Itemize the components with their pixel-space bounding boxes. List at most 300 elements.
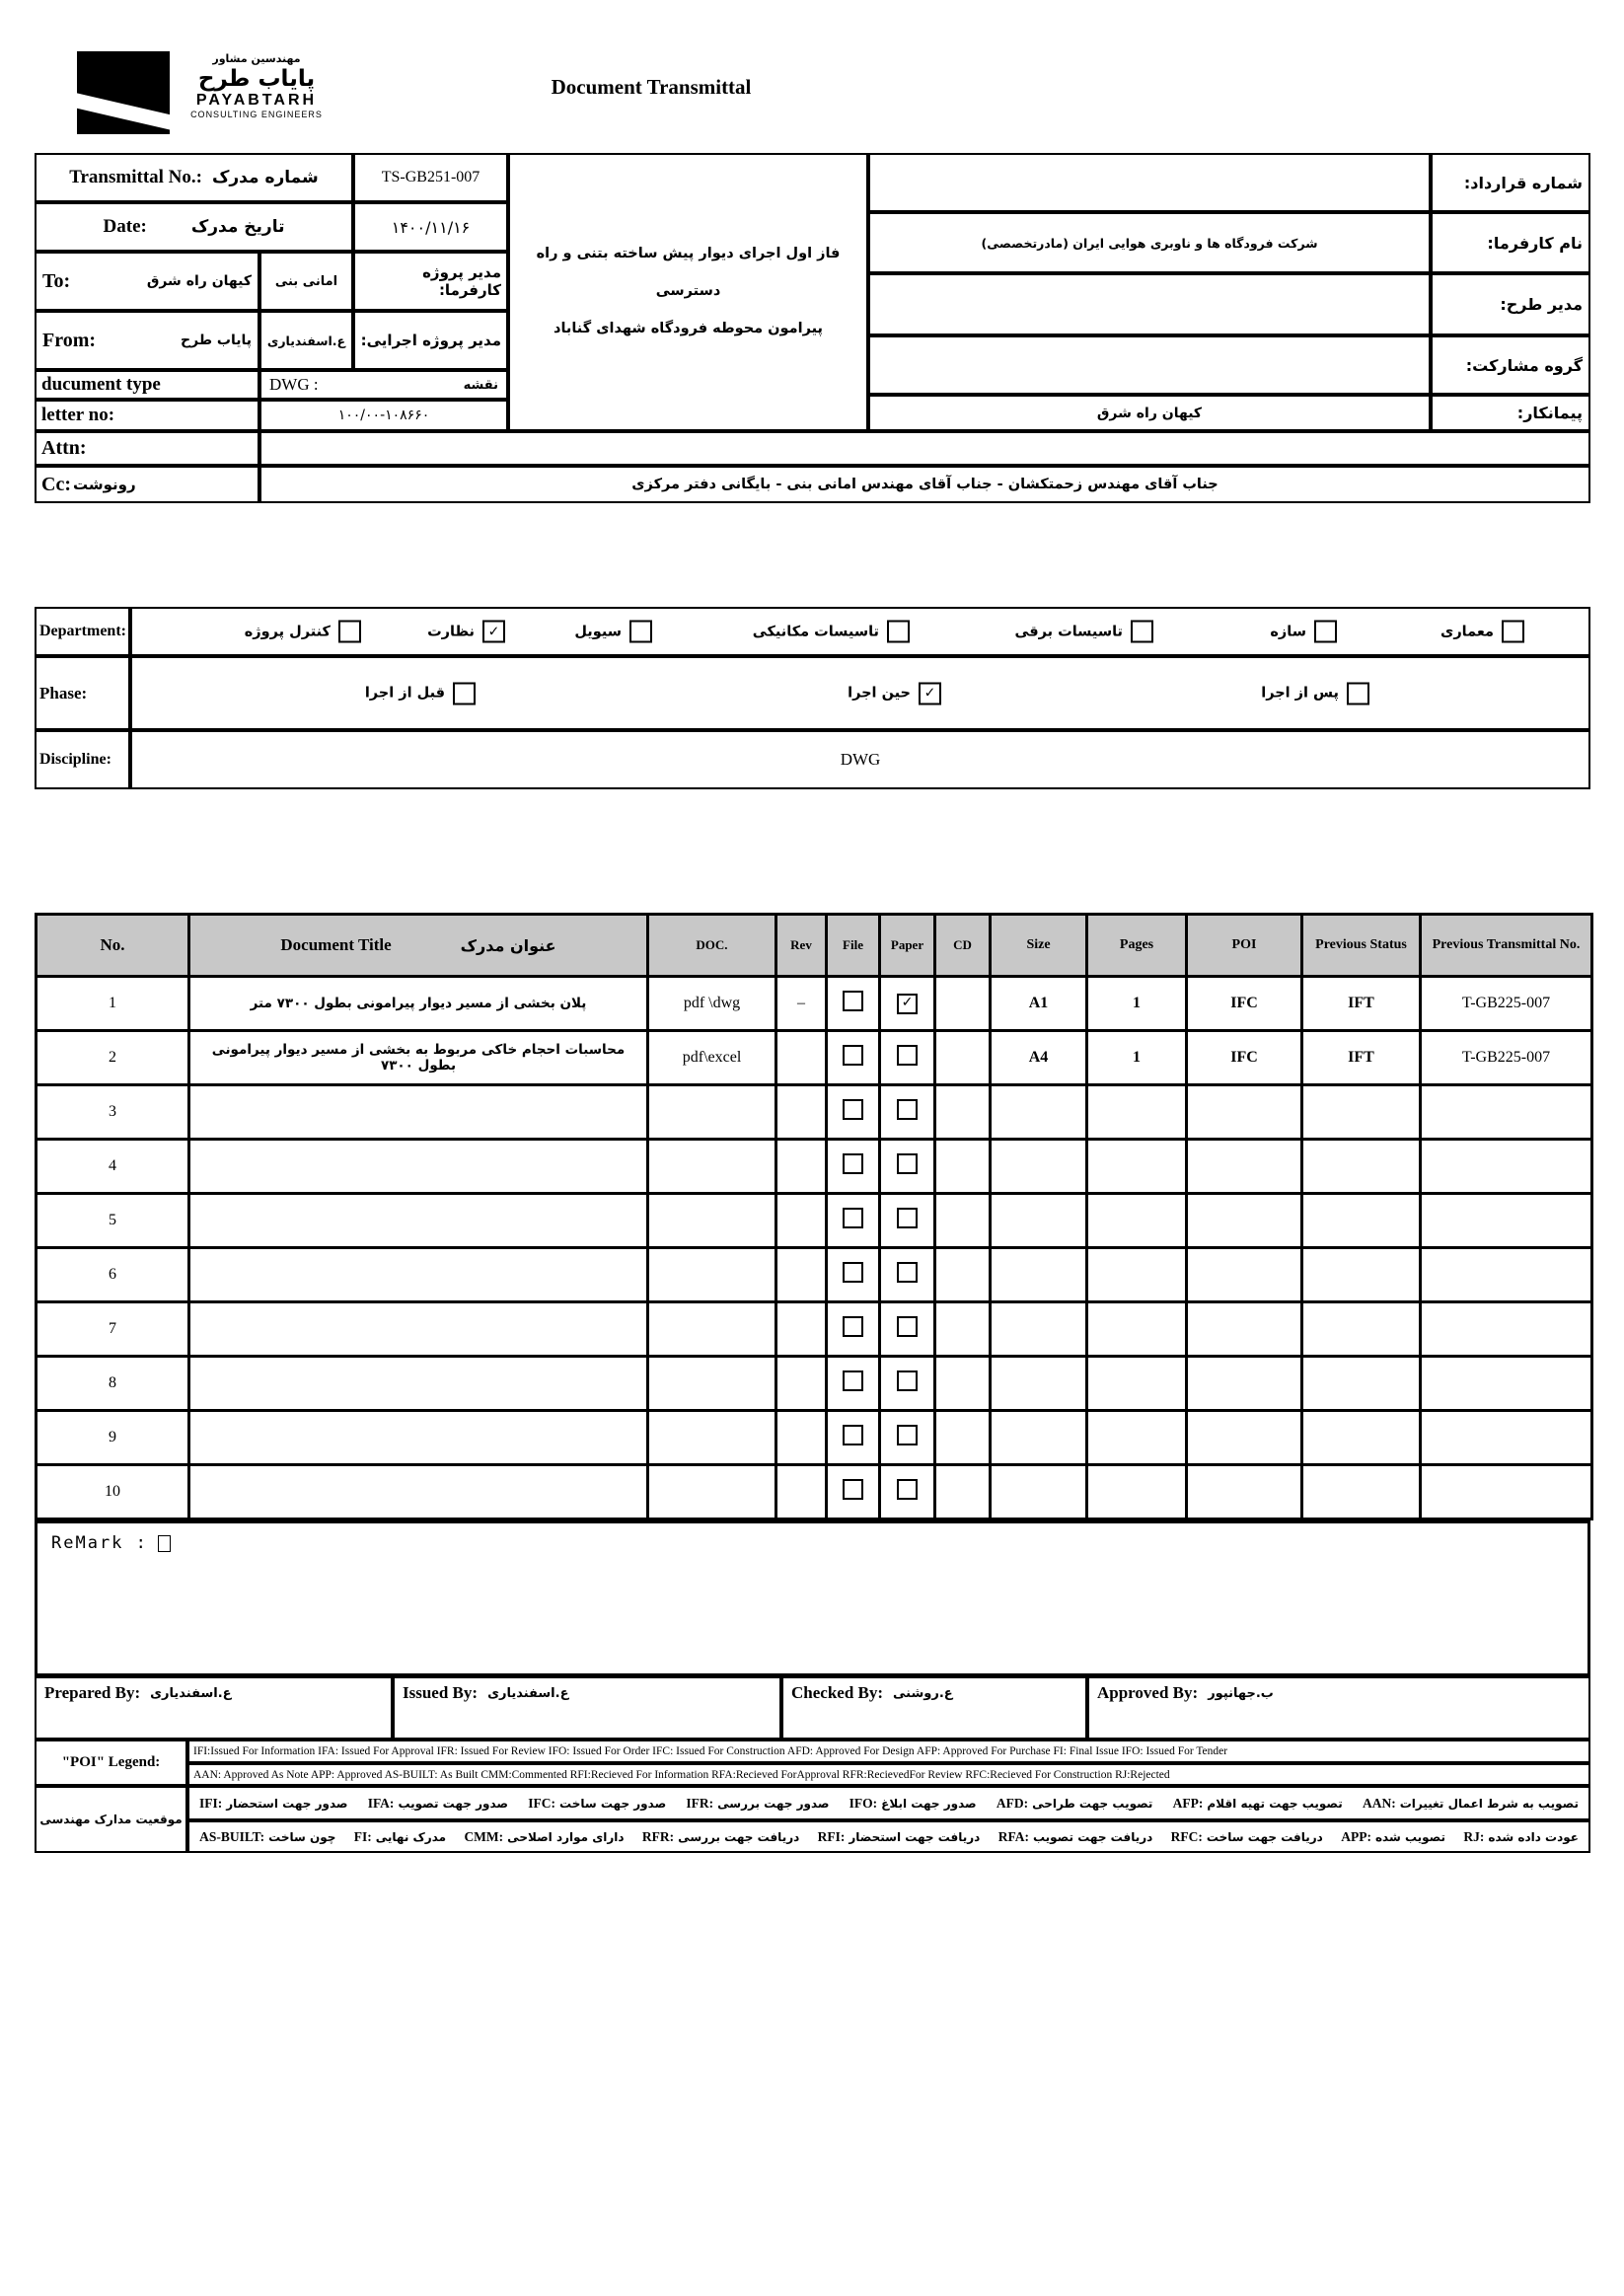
cell-cd	[935, 1140, 991, 1194]
cell-rev	[776, 1140, 827, 1194]
logo-swoosh-shape	[77, 91, 170, 134]
cell-cd	[935, 1085, 991, 1140]
col-title: Document Title عنوان مدرک	[189, 915, 648, 977]
cell-title	[189, 1357, 648, 1411]
cell-pages	[1087, 1357, 1187, 1411]
to-person: امانی بنی	[259, 252, 353, 311]
to-value: کیهان راه شرق	[146, 273, 252, 289]
department-option-label: نظارت	[427, 624, 475, 639]
file-checkbox[interactable]	[843, 1316, 863, 1337]
col-prev-transmittal: Previous Transmittal No.	[1421, 915, 1592, 977]
legend-item	[1463, 1829, 1579, 1845]
legend-text: دریافت جهت تصویب	[1032, 1829, 1153, 1844]
col-pages: Pages	[1087, 915, 1187, 977]
cell-doc	[648, 1302, 776, 1357]
legend-text: دریافت جهت بررسی	[678, 1829, 800, 1844]
paper-checkbox[interactable]	[897, 1316, 918, 1337]
department-option-label: معماری	[1440, 624, 1494, 639]
cell-no: 8	[37, 1357, 189, 1411]
cell-poi	[1187, 1194, 1302, 1248]
legend-abbr: APP:	[1341, 1828, 1371, 1844]
cell-rev	[776, 1248, 827, 1302]
department-checkbox[interactable]	[887, 621, 910, 643]
col-no: No.	[37, 915, 189, 977]
cell-rev	[776, 1031, 827, 1085]
poi-legend-fa-line2	[187, 1820, 1590, 1853]
cell-prev-status	[1302, 1248, 1421, 1302]
file-checkbox[interactable]	[843, 1099, 863, 1120]
paper-checkbox[interactable]	[897, 1425, 918, 1445]
issued-by-cell: Issued By: ع.اسفندیاری	[393, 1676, 781, 1740]
legend-item	[642, 1829, 799, 1845]
phase-option-label: پس از اجرا	[1261, 685, 1339, 702]
paper-checkbox-cell	[880, 1031, 935, 1085]
prepared-by-cell: Prepared By: ع.اسفندیاری	[35, 1676, 393, 1740]
legend-item	[849, 1796, 977, 1812]
phase-checkbox[interactable]	[1347, 682, 1369, 704]
cell-pages	[1087, 1085, 1187, 1140]
poi-legend-label: "POI" Legend:	[35, 1740, 187, 1786]
legend-item	[528, 1796, 666, 1812]
cell-no: 1	[37, 977, 189, 1031]
department-options	[130, 607, 1590, 656]
cell-rev	[776, 1085, 827, 1140]
paper-checkbox[interactable]	[897, 994, 918, 1014]
cell-pages	[1087, 1140, 1187, 1194]
file-checkbox-cell	[827, 1465, 880, 1519]
department-option	[1440, 621, 1524, 643]
file-checkbox[interactable]	[843, 1153, 863, 1174]
legend-text: تصویب به شرط اعمال تغییرات	[1399, 1796, 1579, 1811]
cc-label: Cc: رونوشت	[35, 466, 259, 503]
legend-abbr: AAN:	[1362, 1795, 1396, 1811]
department-option-label: کنترل پروژه	[244, 624, 331, 639]
paper-checkbox[interactable]	[897, 1208, 918, 1228]
phase-label: Phase:	[35, 656, 130, 730]
jv-group-label: گروه مشارکت:	[1431, 335, 1590, 395]
logo-fa-small: مهندسین مشاور	[212, 52, 301, 65]
phase-option	[1261, 682, 1369, 704]
poi-legend-en-line1: IFI:Issued For Information IFA: Issued For Approval IFR: Issued For Review IFO: Issued For Order IFC: Issued For Construction AFD: Approved For Design AFP: Approved For Purchase FI: Final Issue IFO: Issued For Tender	[187, 1740, 1590, 1763]
cell-cd	[935, 977, 991, 1031]
file-checkbox-cell	[827, 1357, 880, 1411]
cell-pages	[1087, 1302, 1187, 1357]
transmittal-no-label: Transmittal No.: شماره مدرک	[35, 153, 353, 202]
legend-item	[1341, 1829, 1445, 1845]
file-checkbox-cell	[827, 1194, 880, 1248]
cell-size	[991, 1194, 1087, 1248]
from-value: پایاب طرح	[181, 333, 252, 348]
cell-doc	[648, 1194, 776, 1248]
cell-title	[189, 1465, 648, 1519]
to-role-label: مدیر پروژه کارفرما:	[353, 252, 508, 311]
cell-doc	[648, 1465, 776, 1519]
department-option-label: سازه	[1270, 624, 1306, 639]
cell-rev: –	[776, 977, 827, 1031]
legend-abbr: IFA:	[367, 1795, 395, 1811]
department-option	[753, 621, 910, 643]
cell-poi	[1187, 1248, 1302, 1302]
cell-pages: 1	[1087, 1031, 1187, 1085]
cell-doc	[648, 1248, 776, 1302]
cell-rev	[776, 1194, 827, 1248]
cell-size	[991, 1248, 1087, 1302]
legend-text: دریافت جهت ساخت	[1206, 1829, 1323, 1844]
legend-item	[464, 1829, 624, 1845]
cell-prev-status	[1302, 1194, 1421, 1248]
transmittal-info-table	[35, 153, 1590, 503]
cell-title	[189, 1140, 648, 1194]
legend-text: صدور جهت بررسی	[717, 1796, 830, 1811]
cell-pages	[1087, 1411, 1187, 1465]
letterno-label: letter no:	[35, 400, 259, 431]
file-checkbox-cell	[827, 1411, 880, 1465]
legend-abbr: IFR:	[686, 1795, 714, 1811]
col-size: Size	[991, 915, 1087, 977]
cell-prev-status	[1302, 1140, 1421, 1194]
poi-legend-fa-line1	[187, 1786, 1590, 1820]
legend-item	[199, 1796, 347, 1812]
cell-prev-status	[1302, 1085, 1421, 1140]
legend-item	[1173, 1796, 1343, 1812]
legend-abbr: IFI:	[199, 1795, 223, 1811]
cell-title	[189, 1248, 648, 1302]
date-value: ۱۴۰۰/۱۱/۱۶	[353, 202, 508, 252]
legend-text: دارای موارد اصلاحی	[507, 1829, 625, 1844]
paper-checkbox-cell	[880, 1302, 935, 1357]
cell-no: 10	[37, 1465, 189, 1519]
legend-abbr: RFI:	[817, 1828, 846, 1844]
col-rev: Rev	[776, 915, 827, 977]
cell-size: A4	[991, 1031, 1087, 1085]
col-file: File	[827, 915, 880, 977]
file-checkbox[interactable]	[843, 1208, 863, 1228]
department-checkbox[interactable]	[1314, 621, 1337, 643]
transmittal-no-value: TS-GB251-007	[353, 153, 508, 202]
cc-value: جناب آقای مهندس زحمتکشان - جناب آقای مهندس امانی بنی - بایگانی دفتر مرکزی	[259, 466, 1590, 503]
logo-en-name: PAYABTARH	[195, 92, 318, 110]
department-checkbox[interactable]	[338, 621, 361, 643]
table-row	[37, 1302, 1592, 1357]
cell-size	[991, 1411, 1087, 1465]
contractor-value: کیهان راه شرق	[868, 395, 1431, 431]
paper-checkbox-cell	[880, 1194, 935, 1248]
cell-prev-transmittal	[1421, 1302, 1592, 1357]
legend-text: صدور جهت تصویب	[398, 1796, 509, 1811]
date-label: Date: تاریخ مدرک	[35, 202, 353, 252]
cell-size	[991, 1302, 1087, 1357]
file-checkbox[interactable]	[843, 991, 863, 1011]
paper-checkbox-cell	[880, 1357, 935, 1411]
to-row: To: کیهان راه شرق	[35, 252, 259, 311]
cell-rev	[776, 1411, 827, 1465]
cell-no: 3	[37, 1085, 189, 1140]
legend-text: تصویب جهت طراحی	[1032, 1796, 1153, 1811]
prepared-by-name: ع.اسفندیاری	[150, 1686, 232, 1701]
from-role-label: مدیر پروژه اجرایی:	[353, 311, 508, 370]
legend-item	[818, 1829, 981, 1845]
legend-item	[368, 1796, 508, 1812]
paper-checkbox[interactable]	[897, 1045, 918, 1066]
client-value: شرکت فرودگاه ها و ناوبری هوایی ایران (مادرتخصصی)	[868, 212, 1431, 273]
file-checkbox[interactable]	[843, 1370, 863, 1391]
paper-checkbox[interactable]	[897, 1099, 918, 1120]
company-logo	[77, 51, 170, 134]
table-row	[37, 1248, 1592, 1302]
legend-abbr: RFA:	[997, 1828, 1029, 1844]
legend-text: تصویب شده	[1374, 1829, 1446, 1844]
legend-abbr: CMM:	[464, 1828, 504, 1844]
cell-doc	[648, 1357, 776, 1411]
file-checkbox-cell	[827, 977, 880, 1031]
legend-item	[354, 1829, 446, 1845]
cell-prev-status: IFT	[1302, 977, 1421, 1031]
phase-option-label: قبل از اجرا	[364, 685, 445, 702]
legend-text: عودت داده شده	[1488, 1829, 1579, 1844]
paper-checkbox-cell	[880, 977, 935, 1031]
file-checkbox-cell	[827, 1302, 880, 1357]
paper-checkbox-cell	[880, 1465, 935, 1519]
cell-cd	[935, 1411, 991, 1465]
contract-no-label: شماره قرارداد:	[1431, 153, 1590, 212]
cell-prev-transmittal	[1421, 1357, 1592, 1411]
cell-title	[189, 1411, 648, 1465]
cell-size	[991, 1085, 1087, 1140]
cell-size	[991, 1140, 1087, 1194]
cell-doc: pdf\excel	[648, 1031, 776, 1085]
issued-by-name: ع.اسفندیاری	[487, 1686, 569, 1701]
file-checkbox-cell	[827, 1140, 880, 1194]
cell-cd	[935, 1194, 991, 1248]
legend-text: صدور جهت ابلاغ	[881, 1796, 977, 1811]
legend-item	[997, 1796, 1153, 1812]
cell-prev-transmittal: T-GB225-007	[1421, 977, 1592, 1031]
file-checkbox[interactable]	[843, 1262, 863, 1283]
cell-pages	[1087, 1248, 1187, 1302]
cell-pages: 1	[1087, 977, 1187, 1031]
legend-text: تصویب جهت تهیه اقلام	[1207, 1796, 1343, 1811]
department-checkbox[interactable]	[629, 621, 652, 643]
col-cd: CD	[935, 915, 991, 977]
logo-fa-big: پایاب طرح	[197, 65, 316, 92]
paper-checkbox[interactable]	[897, 1153, 918, 1174]
legend-abbr: RFR:	[641, 1828, 675, 1844]
cell-prev-transmittal: T-GB225-007	[1421, 1031, 1592, 1085]
cell-prev-transmittal	[1421, 1085, 1592, 1140]
cell-poi	[1187, 1085, 1302, 1140]
file-checkbox[interactable]	[843, 1045, 863, 1066]
cell-rev	[776, 1357, 827, 1411]
file-checkbox-cell	[827, 1085, 880, 1140]
legend-item	[998, 1829, 1153, 1845]
cell-prev-status	[1302, 1302, 1421, 1357]
cell-no: 7	[37, 1302, 189, 1357]
file-checkbox[interactable]	[843, 1425, 863, 1445]
legend-abbr: RFC:	[1170, 1828, 1203, 1844]
legend-abbr: IFO:	[849, 1795, 878, 1811]
cell-size	[991, 1465, 1087, 1519]
approved-by-name: ب.جهانپور	[1208, 1686, 1274, 1701]
legend-abbr: FI:	[353, 1828, 372, 1844]
legend-text: صدور جهت ساخت	[558, 1796, 667, 1811]
cell-poi	[1187, 1357, 1302, 1411]
cell-no: 9	[37, 1411, 189, 1465]
cell-poi: IFC	[1187, 1031, 1302, 1085]
file-checkbox-cell	[827, 1248, 880, 1302]
phase-option	[848, 682, 941, 704]
doctype-label: ducument type	[35, 370, 259, 400]
plan-manager-label: مدیر طرح:	[1431, 273, 1590, 335]
col-prev-status: Previous Status	[1302, 915, 1421, 977]
poi-legend-en-line2: AAN: Approved As Note APP: Approved AS-BUILT: As Built CMM:Commented RFI:Recieved For Information RFA:Recieved ForApproval RFR:RecievedFor Review RFC:Recieved For Construction RJ:Rejected	[187, 1763, 1590, 1786]
legend-abbr: AS-BUILT:	[199, 1828, 265, 1844]
phase-option	[365, 682, 476, 704]
document-table	[35, 913, 1593, 1520]
table-row	[37, 1465, 1592, 1519]
checked-by-name: ع.روشنی	[893, 1686, 953, 1701]
remark-placeholder-glyph	[158, 1535, 171, 1552]
department-option-label: تاسیسات مکانیکی	[752, 624, 879, 639]
department-option-label: تاسیسات برقی	[1014, 624, 1123, 639]
table-row	[37, 1031, 1592, 1085]
cell-doc	[648, 1085, 776, 1140]
file-checkbox-cell	[827, 1031, 880, 1085]
department-option	[1270, 621, 1337, 643]
logo-en-subtitle: CONSULTING ENGINEERS	[190, 110, 323, 120]
cell-poi	[1187, 1302, 1302, 1357]
department-label: Department:	[35, 607, 130, 656]
cell-prev-transmittal	[1421, 1248, 1592, 1302]
checked-by-cell: Checked By: ع.روشنی	[781, 1676, 1087, 1740]
paper-checkbox-cell	[880, 1411, 935, 1465]
legend-item	[1363, 1796, 1579, 1812]
approved-by-cell: Approved By: ب.جهانپور	[1087, 1676, 1590, 1740]
client-label: نام کارفرما:	[1431, 212, 1590, 273]
phase-option-label: حین اجرا	[848, 685, 911, 702]
remark-box	[35, 1520, 1590, 1676]
jv-group-value	[868, 335, 1431, 395]
table-row	[37, 1140, 1592, 1194]
cell-no: 6	[37, 1248, 189, 1302]
table-row	[37, 1357, 1592, 1411]
legend-item	[199, 1829, 335, 1845]
file-checkbox[interactable]	[843, 1479, 863, 1500]
paper-checkbox-cell	[880, 1248, 935, 1302]
table-row	[37, 1411, 1592, 1465]
cell-title	[189, 1085, 648, 1140]
cell-poi: IFC	[1187, 977, 1302, 1031]
table-row	[37, 1085, 1592, 1140]
department-option	[574, 621, 652, 643]
legend-text: چون ساخت	[268, 1829, 336, 1844]
discipline-label: Discipline:	[35, 730, 130, 789]
legend-abbr: IFC:	[528, 1795, 555, 1811]
cell-size	[991, 1357, 1087, 1411]
cell-doc	[648, 1411, 776, 1465]
cell-prev-transmittal	[1421, 1140, 1592, 1194]
paper-checkbox-cell	[880, 1140, 935, 1194]
plan-manager-value	[868, 273, 1431, 335]
col-paper: Paper	[880, 915, 935, 977]
table-header-row	[37, 915, 1592, 977]
legend-item	[686, 1796, 829, 1812]
legend-text: مدرک نهایی	[375, 1829, 447, 1844]
cell-poi	[1187, 1465, 1302, 1519]
cell-cd	[935, 1031, 991, 1085]
cell-rev	[776, 1465, 827, 1519]
phase-checkbox[interactable]	[453, 682, 476, 704]
cell-cd	[935, 1465, 991, 1519]
project-description: فاز اول اجرای دیوار پیش ساخته بتنی و راه دسترسی پیرامون محوطه فرودگاه شهدای گناباد	[508, 153, 868, 431]
department-option	[245, 621, 361, 643]
legend-abbr: AFP:	[1172, 1795, 1204, 1811]
attn-value	[259, 431, 1590, 466]
cell-cd	[935, 1357, 991, 1411]
table-row	[37, 1194, 1592, 1248]
cell-cd	[935, 1248, 991, 1302]
letterno-value: ۱۰۰/۰۰-۱۰۸۶۶۰	[259, 400, 508, 431]
cell-doc: pdf \dwg	[648, 977, 776, 1031]
legend-abbr: AFD:	[996, 1795, 1029, 1811]
cell-title	[189, 1302, 648, 1357]
department-option	[427, 621, 505, 643]
legend-item	[1171, 1829, 1323, 1845]
cell-prev-status: IFT	[1302, 1031, 1421, 1085]
paper-checkbox[interactable]	[897, 1370, 918, 1391]
paper-checkbox[interactable]	[897, 1262, 918, 1283]
cell-no: 4	[37, 1140, 189, 1194]
paper-checkbox-cell	[880, 1085, 935, 1140]
legend-abbr: RJ:	[1463, 1828, 1485, 1844]
phase-checkbox[interactable]	[919, 682, 941, 704]
table-row	[37, 977, 1592, 1031]
doctype-value-cell	[259, 370, 508, 400]
contractor-label: پیمانکار:	[1431, 395, 1590, 431]
contract-no-value	[868, 153, 1431, 212]
doctype-value: DWG :	[269, 375, 319, 394]
discipline-value: DWG	[130, 730, 1590, 789]
cell-title: پلان بخشی از مسیر دیوار پیرامونی بطول ۷۳۰۰ متر	[189, 977, 648, 1031]
cell-poi	[1187, 1411, 1302, 1465]
from-row: From: پایاب طرح	[35, 311, 259, 370]
attn-label: Attn:	[35, 431, 259, 466]
department-checkbox[interactable]	[1131, 621, 1153, 643]
cell-prev-transmittal	[1421, 1465, 1592, 1519]
cell-prev-transmittal	[1421, 1194, 1592, 1248]
col-poi: POI	[1187, 915, 1302, 977]
cell-rev	[776, 1302, 827, 1357]
poi-legend-fa-label: موقعیت مدارک مهندسی	[35, 1786, 187, 1853]
cell-no: 2	[37, 1031, 189, 1085]
legend-text: صدور جهت استحضار	[226, 1796, 348, 1811]
paper-checkbox[interactable]	[897, 1479, 918, 1500]
department-checkbox[interactable]	[1502, 621, 1524, 643]
remark-label: ReMark :	[51, 1533, 148, 1553]
cell-cd	[935, 1302, 991, 1357]
classification-table	[35, 607, 1590, 789]
page-title: Document Transmittal	[551, 75, 752, 99]
cell-no: 5	[37, 1194, 189, 1248]
department-checkbox[interactable]	[482, 621, 505, 643]
cell-pages	[1087, 1194, 1187, 1248]
department-option-label: سیویل	[574, 624, 622, 639]
from-person: ع.اسفندیاری	[259, 311, 353, 370]
legend-text: دریافت جهت استحضار	[849, 1829, 981, 1844]
cell-title	[189, 1194, 648, 1248]
department-option	[1014, 621, 1153, 643]
company-logo-text	[178, 53, 335, 120]
cell-prev-status	[1302, 1357, 1421, 1411]
